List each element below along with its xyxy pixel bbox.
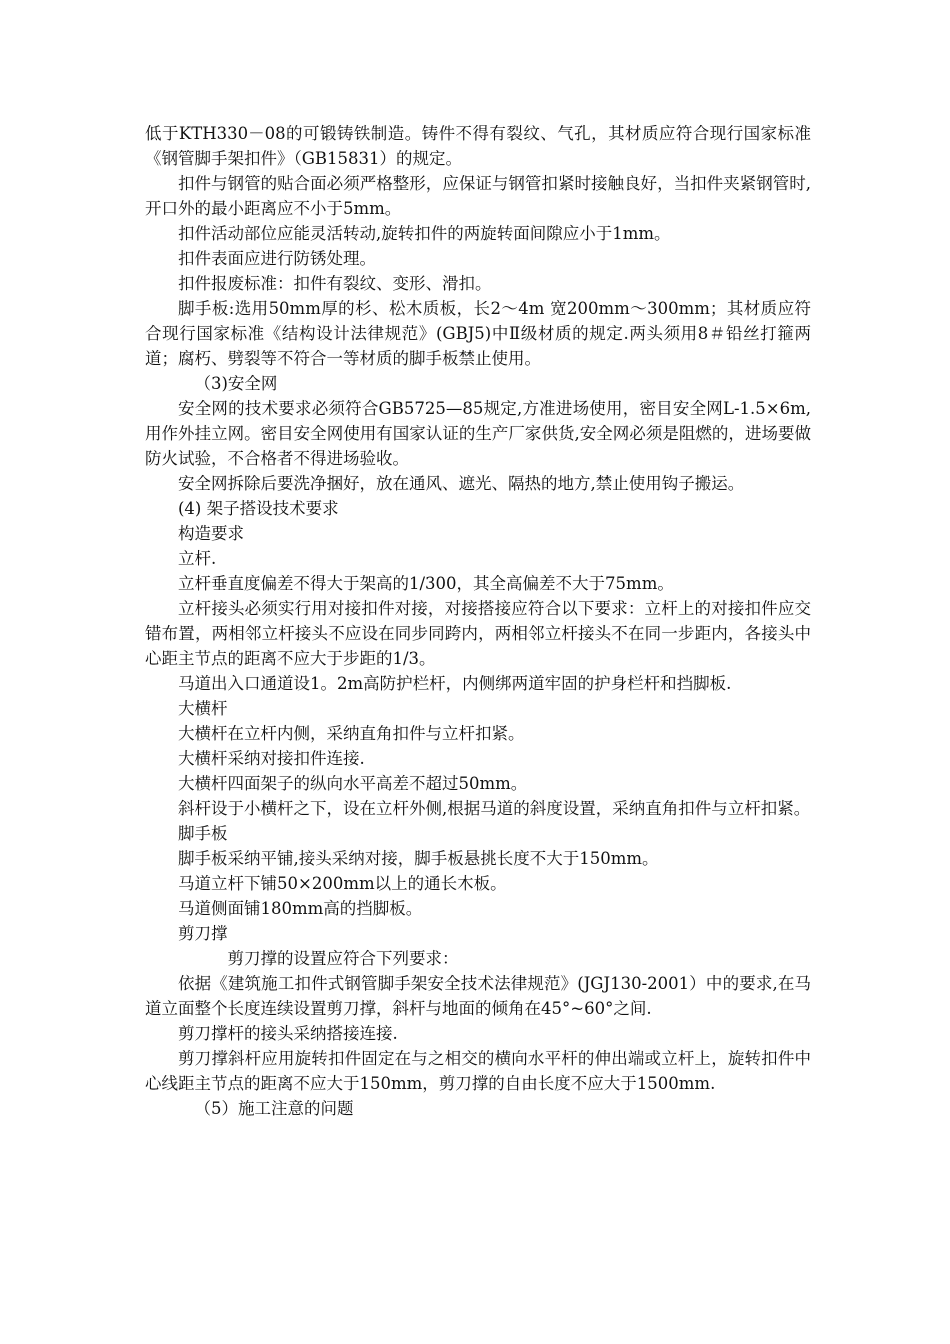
paragraph: 扣件与钢管的贴合面必须严格整形，应保证与钢管扣紧时接触良好，当扣件夹紧钢管时,开口外的最小距离应不小于5mm。 [145,174,811,218]
paragraph: 马道侧面铺180mm高的挡脚板。 [178,899,423,918]
section-heading: （5）施工注意的问题 [194,1099,354,1118]
paragraph: 大横杆四面架子的纵向水平高差不超过50mm。 [178,774,528,793]
paragraph: 脚手板采纳平铺,接头采纳对接，脚手板悬挑长度不大于150mm。 [178,849,659,868]
paragraph: 立杆垂直度偏差不得大于架高的1/300，其全高偏差不大于75mm。 [178,574,674,593]
paragraph: 依据《建筑施工扣件式钢管脚手架安全技术法律规范》(JGJ130-2001）中的要求,在马道立面整个长度连续设置剪刀撑，斜杆与地面的倾角在45°~60°之间. [145,974,811,1018]
subheading: 构造要求 [178,524,244,543]
paragraph: 剪刀撑斜杆应用旋转扣件固定在与之相交的横向水平杆的伸出端或立杆上，旋转扣件中心线距主节点的距离不应大于150mm，剪刀撑的自由长度不应大于1500mm. [145,1049,811,1093]
paragraph: 低于KTH330－08的可锻铸铁制造。铸件不得有裂纹、气孔，其材质应符合现行国家标准《钢管脚手架扣件》（GB15831）的规定。 [145,124,811,168]
subheading: 脚手板 [178,824,228,843]
paragraph: 剪刀撑的设置应符合下列要求： [227,949,459,968]
paragraph: 扣件报废标准：扣件有裂纹、变形、滑扣。 [178,274,492,293]
section-heading: （3)安全网 [194,374,278,393]
paragraph: 扣件表面应进行防锈处理。 [178,249,376,268]
paragraph: 剪刀撑杆的接头采纳搭接连接. [178,1024,398,1043]
paragraph: 马道立杆下铺50×200mm以上的通长木板。 [178,874,507,893]
subheading: 剪刀撑 [178,924,228,943]
subheading: 大横杆 [178,699,228,718]
document-body [145,121,811,1121]
subheading: 立杆. [178,549,217,568]
paragraph: 大横杆在立杆内侧，采纳直角扣件与立杆扣紧。 [178,724,525,743]
paragraph: 立杆接头必须实行用对接扣件对接，对接搭接应符合以下要求：立杆上的对接扣件应交错布置，两相邻立杆接头不应设在同步同跨内，两相邻立杆接头不在同一步距内，各接头中心距主节点的距离不应大于步距的1/3。 [145,599,811,668]
paragraph: 斜杆设于小横杆之下，设在立杆外侧,根据马道的斜度设置，采纳直角扣件与立杆扣紧。 [178,799,811,818]
paragraph: 安全网拆除后要洗净捆好，放在通风、遮光、隔热的地方,禁止使用钩子搬运。 [178,474,745,493]
paragraph: 大横杆采纳对接扣件连接. [178,749,365,768]
paragraph: 扣件活动部位应能灵活转动,旋转扣件的两旋转面间隙应小于1mm。 [178,224,671,243]
paragraph: 脚手板:选用50mm厚的杉、松木质板，长2～4m 宽200mm～300mm；其材质应符合现行国家标准《结构设计法律规范》(GBJ5)中Ⅱ级材质的规定.两头须用8＃铅丝打箍两道；腐朽、劈裂等不符合一等材质的脚手板禁止使用。 [145,299,811,368]
paragraph: 马道出入口通道设1。2m高防护栏杆，内侧绑两道牢固的护身栏杆和挡脚板. [178,674,732,693]
paragraph: 安全网的技术要求必须符合GB5725—85规定,方准进场使用，密目安全网L-1.5×6m,用作外挂立网。密目安全网使用有国家认证的生产厂家供货,安全网必须是阻燃的，进场要做防火试验，不合格者不得进场验收。 [145,399,811,468]
section-heading: (4) 架子搭设技术要求 [178,499,339,518]
